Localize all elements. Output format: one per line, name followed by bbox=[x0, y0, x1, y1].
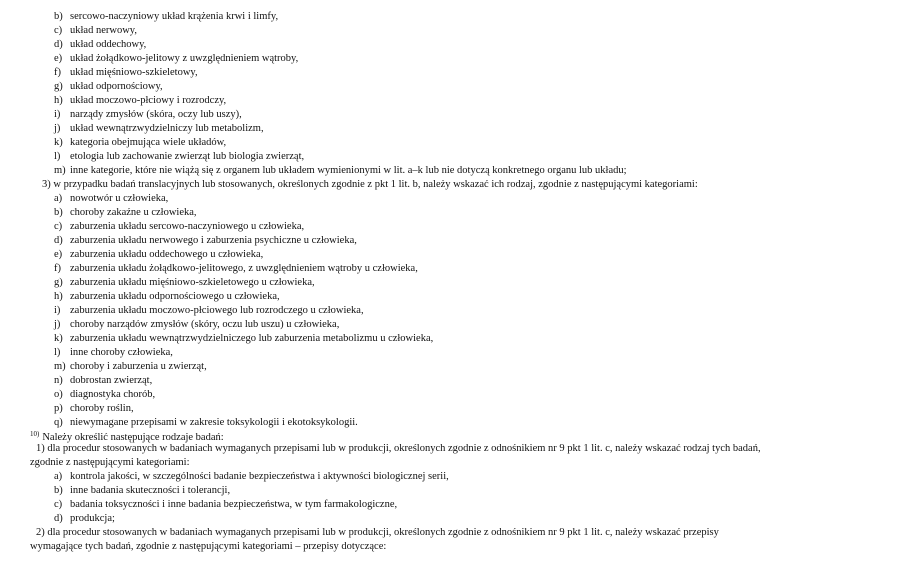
point-2-line: wymagające tych badań, zgodnie z następującymi kategoriami – przepisy dotyczące: bbox=[30, 541, 387, 552]
list-item: g) układ odpornościowy, bbox=[54, 81, 163, 92]
list-item: i) narządy zmysłów (skóra, oczy lub uszy), bbox=[54, 109, 242, 120]
list-item: d) zaburzenia układu nerwowego i zaburzenia psychiczne u człowieka, bbox=[54, 235, 357, 246]
list-item: b) choroby zakaźne u człowieka, bbox=[54, 207, 197, 218]
footnote-10: $^{10)}$ Należy określić następujące rodzaje badań: bbox=[30, 430, 224, 443]
list-item: p) choroby roślin, bbox=[54, 403, 134, 414]
list-item: j) układ wewnątrzwydzielniczy lub metabolizm, bbox=[54, 123, 264, 134]
list-item: h) układ moczowo-płciowy i rozrodczy, bbox=[54, 95, 227, 106]
list-item: q) niewymagane przepisami w zakresie toksykologii i ekotoksykologii. bbox=[54, 417, 358, 428]
list-item: c) układ nerwowy, bbox=[54, 25, 137, 36]
list-item: l) inne choroby człowieka, bbox=[54, 347, 173, 358]
list-item: a) kontrola jakości, w szczególności badanie bezpieczeństwa i aktywności biologicznej serii, bbox=[54, 471, 449, 482]
list-item: k) zaburzenia układu wewnątrzwydzielniczego lub zaburzenia metabolizmu u człowieka, bbox=[54, 333, 434, 344]
list-item: j) choroby narządów zmysłów (skóry, oczu lub uszu) u człowieka, bbox=[54, 319, 340, 330]
footnote-number: 10) bbox=[30, 430, 40, 438]
list-item: d) układ oddechowy, bbox=[54, 39, 147, 50]
list-item: k) kategoria obejmująca wiele układów, bbox=[54, 137, 227, 148]
list-item: m) inne kategorie, które nie wiążą się z organem lub układem wymienionymi w lit. a–k lub nie dotyczą konkretnego organu lub układu; bbox=[54, 165, 627, 176]
point-3: 3) w przypadku badań translacyjnych lub stosowanych, określonych zgodnie z pkt 1 lit. b, należy wskazać ich rodzaj, zgodnie z następującymi kategoriami: bbox=[42, 179, 698, 190]
list-item: l) etologia lub zachowanie zwierząt lub biologia zwierząt, bbox=[54, 151, 305, 162]
list-item: m) choroby i zaburzenia u zwierząt, bbox=[54, 361, 207, 372]
list-item: g) zaburzenia układu mięśniowo-szkieletowego u człowieka, bbox=[54, 277, 315, 288]
list-item: n) dobrostan zwierząt, bbox=[54, 375, 153, 386]
list-item: d) produkcja; bbox=[54, 513, 115, 524]
list-item: f) zaburzenia układu żołądkowo-jelitowego, z uwzględnieniem wątroby u człowieka, bbox=[54, 263, 418, 274]
list-item: b) sercowo-naczyniowy układ krążenia krwi i limfy, bbox=[54, 11, 279, 22]
list-item: c) zaburzenia układu sercowo-naczyniowego u człowieka, bbox=[54, 221, 305, 232]
list-item: e) zaburzenia układu oddechowego u człowieka, bbox=[54, 249, 264, 260]
list-item: c) badania toksyczności i inne badania bezpieczeństwa, w tym farmakologiczne, bbox=[54, 499, 398, 510]
list-item: a) nowotwór u człowieka, bbox=[54, 193, 169, 204]
list-item: e) układ żołądkowo-jelitowy z uwzględnieniem wątroby, bbox=[54, 53, 299, 64]
list-item: h) zaburzenia układu odpornościowego u człowieka, bbox=[54, 291, 280, 302]
list-item: o) diagnostyka chorób, bbox=[54, 389, 156, 400]
list-item: b) inne badania skuteczności i tolerancji, bbox=[54, 485, 231, 496]
point-2-line: 2) dla procedur stosowanych w badaniach wymaganych przepisami lub w produkcji, określonych zgodnie z odnośnikiem nr 9 pkt 1 lit. c, należy wskazać przepisy bbox=[36, 527, 719, 538]
list-item: f) układ mięśniowo-szkieletowy, bbox=[54, 67, 198, 78]
list-item: i) zaburzenia układu moczowo-płciowego lub rozrodczego u człowieka, bbox=[54, 305, 364, 316]
point-1-line: 1) dla procedur stosowanych w badaniach wymaganych przepisami lub w produkcji, określonych zgodnie z odnośnikiem nr 9 pkt 1 lit. c, należy wskazać rodzaj tych badań, bbox=[36, 443, 761, 454]
point-1-line: zgodnie z następującymi kategoriami: bbox=[30, 457, 190, 468]
